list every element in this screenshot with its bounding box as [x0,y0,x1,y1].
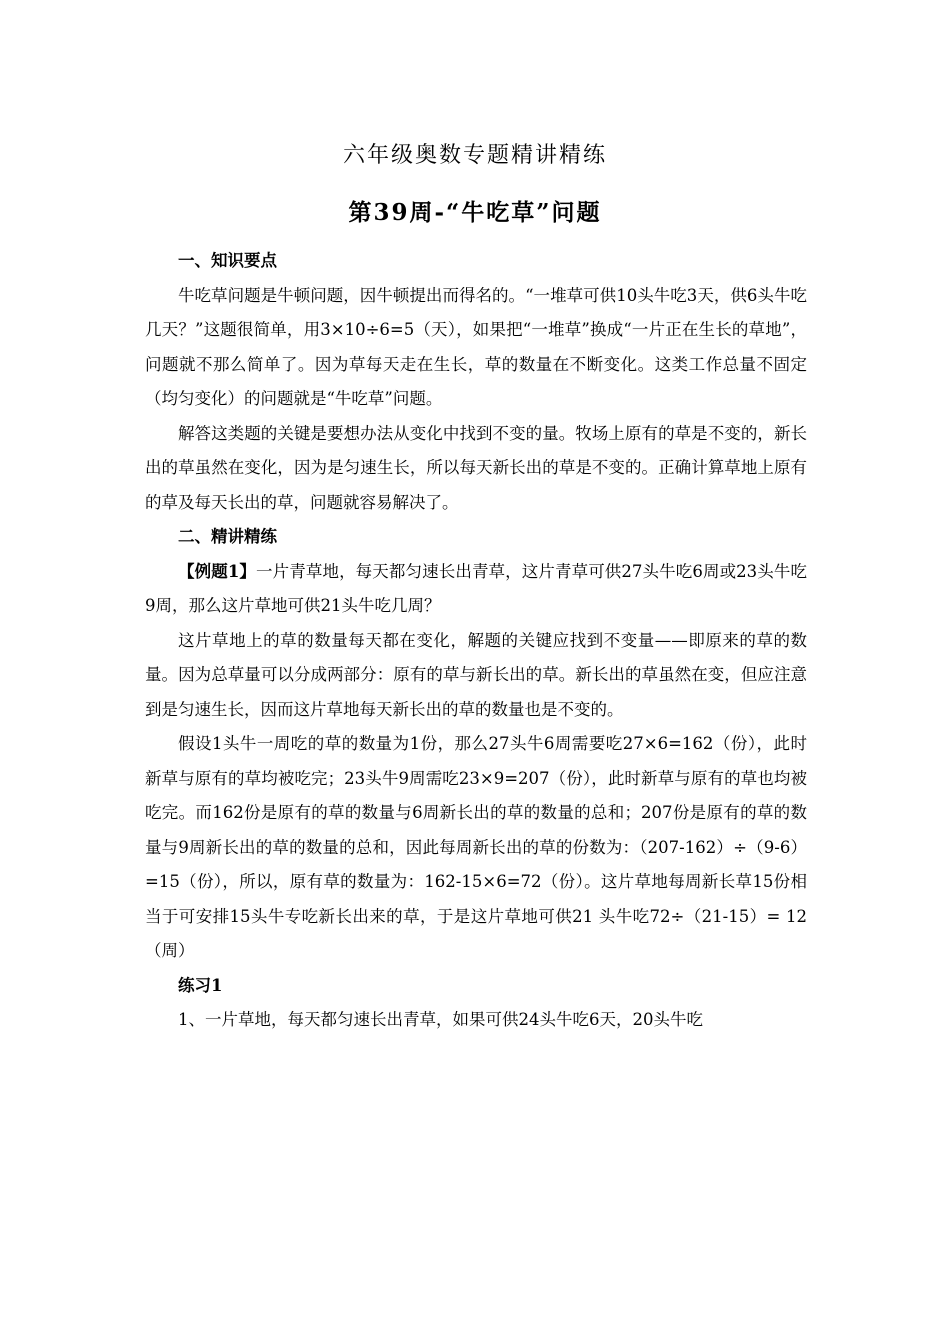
paragraph-intro: 牛吃草问题是牛顿问题，因牛顿提出而得名的。“一堆草可供10头牛吃3天，供6头牛吃几天？”这题很简单，用3×10÷6=5（天），如果把“一堆草”换成“一片正在生长的草地”，问题就不那么简单了。因为草每天走在生长，草的数量在不断变化。这类工作总量不固定（均匀变化）的问题就是“牛吃草”问题。 [145,285,807,408]
paragraph-analysis: 这片草地上的草的数量每天都在变化，解题的关键应找到不变量——即原来的草的数量。因为总草量可以分成两部分：原有的草与新长出的草。新长出的草虽然在变，但应注意到是匀速生长，因而这片草地每天新长出的草的数量也是不变的。 [145,630,807,719]
document-body [145,244,807,1038]
document-title: 六年级奥数专题精讲精练 [342,143,607,168]
example-1 [145,555,807,624]
section-heading-practice: 二、精讲精练 [178,527,277,546]
section-heading-knowledge: 一、知识要点 [178,251,277,270]
paragraph-key-idea: 解答这类题的关键是要想办法从变化中找到不变的量。牧场上原有的草是不变的，新长出的草虽然在变化，因为是匀速生长，所以每天新长出的草是不变的。正确计算草地上原有的草及每天长出的草，问题就容易解决了。 [145,423,807,512]
example-1-text: 一片青草地，每天都匀速长出青草，这片青草可供27头牛吃6周或23头牛吃9周，那么这片草地可供21头牛吃几周？ [145,561,807,615]
paragraph-solution: 假设1头牛一周吃的草的数量为1份，那么27头牛6周需要吃27×6=162（份），此时新草与原有的草均被吃完；23头牛9周需吃23×9=207（份），此时新草与原有的草也均被吃完。而162份是原有的草的数量与6周新长出的草的数量的总和；207份是原有的草的数量与9周新长出的草的数量的总和，因此每周新长出的草的份数为：（207-162）÷（9-6）=15（份），所以，原有草的数量为：162-15×6=72（份）。这片草地每周新长草15份相当于可安排15头牛专吃新长出来的草，于是这片草地可供21 头牛吃72÷（21-15）= 12（周） [145,734,807,960]
practice-1-item-1: 1、一片草地，每天都匀速长出青草，如果可供24头牛吃6天，20头牛吃 [178,1010,703,1029]
document-subtitle: 第39周-“牛吃草”问题 [348,199,602,226]
practice-1-heading: 练习1 [178,975,223,995]
example-1-label: 【例题1】 [178,561,257,581]
